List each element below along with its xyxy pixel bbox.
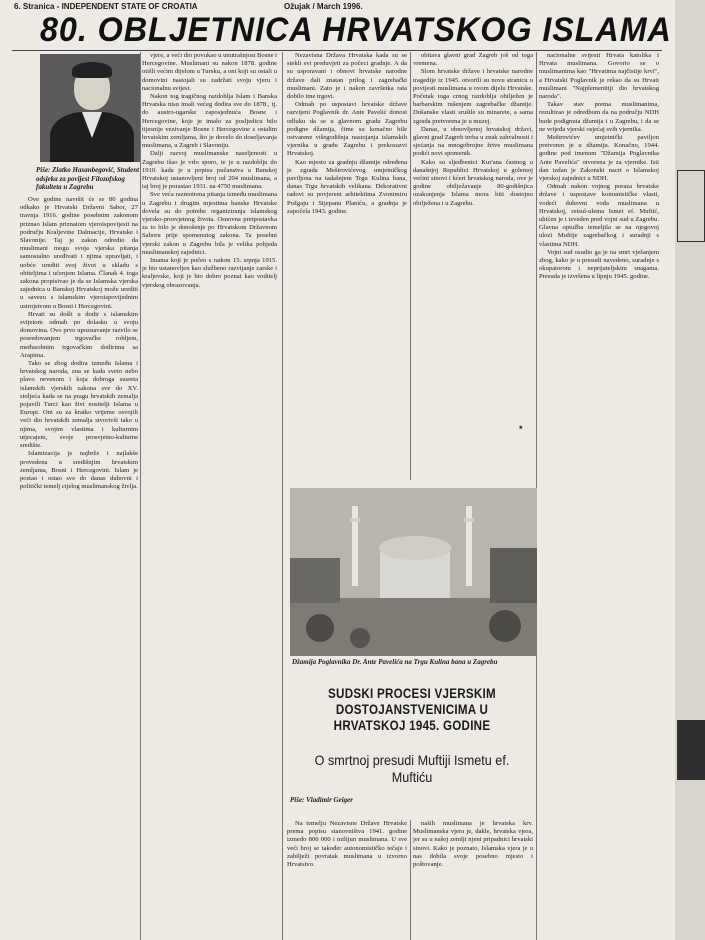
tree [350,628,370,648]
end-mark: * [519,424,523,434]
paragraph: Vojni sud osudio ga je na smrt vješanjem zbog, kako je u presudi navedeno, suradnje s okupatorom i neprijateljskim snagama. Presuda je izvršena u lipnju 1945. godine. [539,248,659,281]
column-1 [20,196,138,940]
column-2 [142,52,277,940]
paragraph: Dalji razvoj muslimanske naseljenosti u Zagrebu išao je vrlo sporo, te je u razdoblju do 1910. kada je u popisu pučanstva u Banskoj Hrvatskoj ustanovljeni broj od 204 muslimana, a taj broj je porastao 1931. na 4750 muslimana. [142,150,277,191]
building-left [290,558,340,603]
paragraph: obitava glavni grad Zagreb još od toga vremena. [413,52,533,68]
paragraph: Imama koji je počeo s radom 15. srpnja 1915. je bio ustanovljen kao službeno razvijanje carske i kraljevske, koji je bio dobro poznat kao voditelj vjerskog obrazovanja. [142,257,277,289]
paragraph: Na temelju Nezavisne Države Hrvatske prema popisu stanovništva 1941. godine izmeđo 800 000 i milijun muslimana. U sve veći broj se također autonomističko tečaje i zabilježi povratak muslimana u izvorno Hrvatstvo. [287,820,407,869]
column-divider [282,52,283,940]
column-7 [413,820,533,940]
author-caption: Piše: Zlatko Hasanbegović, Student odsjeka za povijest Filozofskog fakulteta u Zagrebu [36,166,140,191]
paragraph: Nezavisna Država Hrvatska kada su se stekli svi preduvjeti za počeci gradnje. A da su usporavani i obnovi hrvatske narodne države dali znatan prilog i zagrebački muslimani. Zato je i nakon završetka rata dobilo ime trgovi. [287,52,407,101]
column-5 [539,52,659,940]
paragraph: Slom hrvatske države i hrvatske narodne tragedije iz 1945. otvorili su novu stranicu u povijesti muslimana u ovom dijelu Hrvatske. Početak toga crnog razdoblja obilježen je barbarskim rušenjem zagrebačke džamije. Dušanske vlasti srušile su minarete, a sama zgrada pretvorena je u muzej. [413,68,533,125]
column-4 [413,52,533,480]
paragraph: Tako se zbog dodira između Islama i hrvatskog naroda, zna se kada sveto nebo plavo nevenom i koja dobroga susreta islamskih vjerskih zakona sve do XV. stoljeća kada se na pragu hrvatskih zemalja pojavili Turci kao živi nositelji Islama u Europi. Oni su za kratko vrijeme osvojili veći dio hrvatskih zemalja stvorivši tako u njima, svojim vlastima i kulturnim utjecajem, svoje prosvjetno-kulturne središte. [20,360,138,450]
adjacent-page-block [677,720,705,780]
mosque-photo [290,488,537,656]
paragraph: Danas, u obnovljenoj hrvatskoj državi, glavni grad Zagreb treba u znak zahvalnosti i sjećanja na mnogobrojne žrtve muslimana podići novi spomenik. [413,125,533,158]
paragraph: Meštrovićev umjetnički paviljon pretvoren je u džamiju. Konačno, 1944. godine pod imenom "Džamija Poglavnika Ante Pavelića" otvorena je za vjernike. Isti dan izdan je Zakonski nacrt o Islamskoj vjerskoj zajednici u NDH. [539,134,659,183]
paragraph: nacionalne svijesti Hrvata katolika i Hrvata muslimana. Govorio se o muslimanima kao "Hrvatima najčistije krvi", a Hrvatski Poglavnik je rekao da su Hrvati muslimani "Najplemenitiji dio hrvatskog naroda". [539,52,659,101]
tree [306,614,334,642]
tree [489,610,521,642]
adjacent-page-box [677,170,705,242]
minaret-balcony [464,518,474,522]
byline: Piše: Vladimir Geiger [290,796,353,804]
pavilion-dome [379,536,451,560]
column-3 [287,52,407,480]
mosque-photo-drawing [290,488,537,656]
subheadline: SUDSKI PROCESI VJERSKIM DOSTOJANSTVENICIMA U HRVATSKOJ 1945. GODINE [328,686,496,733]
paragraph: Sve veća razmotrena pitanja između muslimana u Zagrebu i drugim mjestima banske Hrvatske dovela su do potrebe organiziranja islamskog vjersko-prosvjetnog života. Osnovna pretpostavka za to bilo je donošenje po Hrvatskom Državnom Saboru prije spomenutog zakona. Ta posebni vjerski zakon u Zagrebu bila je velika pobjeda muslimanskoj zajednici. [142,191,277,256]
column-6 [287,820,407,940]
sub-subheadline: O smrtnoj presudi Muftiji Ismetu ef. Muftiću [314,752,510,785]
adjacent-page-edge [675,0,705,940]
paragraph: vjere, a veći dio povukao u unutrašnjost Bosne i Hercegovine. Muslimani su nakon 1878. godine otišli većim dijelom u Tursku, a oni koji su ostali u domovini nastojali su zadržati svoju vjeru i nacionalnu svijest. [142,52,277,92]
mosque-photo-caption: Džamija Poglavnika Dr. Ante Pavelića na Trgu Kulina bana u Zagrebu [292,658,498,666]
headline: 80. OBLJETNICA HRVATSKOG ISLAMA [40,11,672,49]
column-divider [410,52,411,480]
header-left: 6. Stranica - INDEPENDENT STATE OF CROATIA [14,2,198,11]
paragraph: Odmah nakon vojnog poraza hrvatske države i uspostave komunističke vlasti, vodeći duhovni vođa muslimana u Hrvatskoj, reisul-ulema Ismet ef. Muftić, uhićen je i izveden pred vojni sud u Zagrebu. Glavna optužba temeljila se na njegovoj ulozi Muftije zagrebačkog i suradnji s vlastima NDH. [539,183,659,248]
building-right [490,548,537,603]
header-date: Ožujak / March 1996. [284,2,363,11]
paragraph: Kao mjesto za gradnju džamije određena je zgrada Meštrovićevog umjetničkog paviljona na tadašnjem Trgu Kulina bana, danas Trgu hrvatskih velikana. Dekorativni radovi su povjereni arhitektima Zvonimiru Požgaju i Stjepanu Planiću, a gradnja je započela 1943. godine. [287,158,407,215]
minaret-balcony [350,518,360,522]
paragraph: Islamizacija je najbrže i najlakše provedena u središnjim hrvatskim zemljama, Bosni i Hercegovini. Islam je postao i ostao sve do danas duhovni i politički temelj cijelog muslimanskog življa. [20,450,138,491]
column-divider [140,52,141,940]
paragraph: Takav stav prema muslimanima, rezultirao je odredbom da na području NDH bude podignuta džamija i u Zagrebu, i da se ne vrijeđa vjerski osjećaj svih vjernika. [539,101,659,133]
paragraph: Ove godine navršit će se 80 godina odkako je Hrvatski Državni Sabor, 27 travnja 1916. godine posebnim zakonom priznao Islam priznatom vjeroispovijesti na području Kraljevine Dalmacije, Hrvatske i Slavonije. Taj je zakon odredio da muslimani mogu svoja vjerska pitanja samostalno uređivati i njima upravljati, i uobće urediti svoj život u skladu s obiteljima i učenjem Islama. Članak 4. toga zakona propisivao je da se Islamska vjerska zajednica u Banskoj Hrvatskoj može urediti u savezu s islamskim vjeroispovijednim ustrojstvom u Bosni i Hercegovini. [20,196,138,310]
author-photo-hair [72,62,112,78]
headline-rule [12,50,662,51]
paragraph: Nakon tog tragičnog razdoblja Islam i Banska Hrvatska nisu imali većeg dodira sve do 1878., tj. do austro-ugarske zaposjednuća Bosne i Hercegovine, koje je imalo za posljedicu bilo tijesnije vezivanje Bosne i Hercegovine s ostalim hrvatskim zemljama, što je dovelo do doseljavanja muslimana, u Zagreb i Slavoniju. [142,93,277,150]
paragraph: Odmah po uspostavi hrvatske države razvijeni Poglavnik dr. Ante Pavelić donosi odluku da se u glavnom gradu Zagrebu podigne džamija, čime su konačno bile ostvarene višegodišnja nastojanja islamskih vjernika u gradu Zagrebu i prekozazvi Hrvatskoj. [287,101,407,158]
author-photo [40,54,140,162]
paragraph: naših muslimana je hrvatska krv. Muslimanska vjera je, dakle, hrvatska vjera, jer su u našoj zemlji njeni pripadnici hrvatski sinovi. Kako je poznato, Islamska vjera je u nas dobila svoje posebno mjesto i poštovanje. [413,820,533,869]
paragraph: Hrvati su došli u dodir s islamskim svijetom odmah po dolasku u svoju domovinu. Ovo prvo upoznavanje razvilo se posredovanjem trgovačke robljem, međusobnim trgovačkim dodirima sa Arapima. [20,310,138,359]
paragraph: Kako su sljedbenici Kur'ana častnog u današnjoj Republici Hrvatskoj u golemoj većini sinovi i kćeri hrvatskog naroda, ove je godine obilježavanje 80-godišnjica ozakonjenja Islama mora biti dostojno obilježena i u Zagrebu. [413,158,533,207]
column-divider [410,820,411,940]
